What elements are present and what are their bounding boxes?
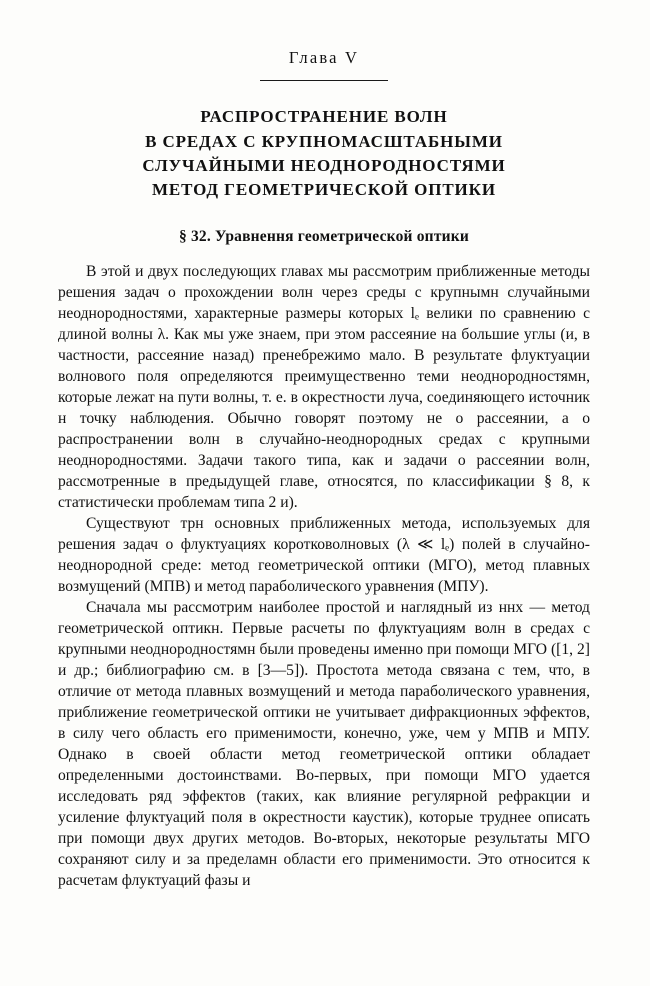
title-line-3: СЛУЧАЙНЫМИ НЕОДНОРОДНОСТЯМИ: [142, 155, 506, 175]
title-line-4: МЕТОД ГЕОМЕТРИЧЕСКОЙ ОПТИКИ: [151, 179, 497, 199]
chapter-divider-rule: [260, 80, 388, 81]
section-heading: § 32. Уравнення геометрической оптики: [178, 227, 470, 245]
title-line-1: РАСПРОСТРАНЕНИЕ ВОЛН: [200, 107, 448, 127]
chapter-header: [58, 48, 590, 81]
paragraph-2: Существуют трн основных приближенных метода, используемых для решения задач о флуктуациях коротковолновых (λ ≪ lₑ) полей в случайно-неоднородной среде: метод геометрической оптики (МГО), метод плавных возмущений (МПВ) и метод параболического уравнения (МПУ).: [58, 515, 590, 595]
chapter-label: Глава V: [288, 48, 360, 67]
body-text: [58, 262, 590, 892]
title-line-2: В СРЕДАХ С КРУПНОМАСШТАБНЫМИ: [145, 131, 503, 151]
paragraph-3: Сначала мы рассмотрим наиболее простой и наглядный из ннх — метод геометрической оптикн. Первые расчеты по флуктуациям волн в средах с крупными неоднородностямн были проведены именно при помощи МГО ([1, 2] и др.; библиографию см. в [3—5]). Простота метода связана с тем, что, в отличие от метода плавных возмущений и метода параболического уравнения, приближение геометрической оптики не учитывает дифракционных эффектов, в силу чего область его применимости, конечно, уже, чем у МПВ и МПУ. Однако в своей области метод геометрической оптики обладает определенными достоинствами. Во-первых, при помощи МГО удается исследовать ряд эффектов (таких, как влияние регулярной рефракции и усиление флуктуаций поля в окрестности каустик), которые труднее описать при помощи двух других методов. Во-вторых, некоторые результаты МГО сохраняют силу и за пределамн области его применимости. Это относится к расчетам флуктуаций фазы и: [58, 599, 590, 889]
paragraph-1: В этой и двух последующих главах мы рассмотрим приближенные методы решения задач о прохождении волн через среды с крупнымн случайными неоднородностями, характерные размеры которых lₑ велики по сравнению с длиной волны λ. Как мы уже знаем, при этом рассеяние на большие углы (и, в частности, рассеяние назад) пренебрежимо мало. В результате флуктуации волнового поля определяются преимущественно теми неоднородностямн, которые лежат на пути волны, т. е. в окрестности луча, соединяющего источник н точку наблюдения. Обычно говорят поэтому не о рассеянии, а о распространении волн в случайно-неоднородных средах с крупными неоднородностями. Задачи такого типа, как и задачи о рассеянии волн, рассмотренные в предыдущей главе, относятся, по классификации § 8, к статистически проблемам типа 2 и).: [58, 262, 590, 511]
page-title: [58, 105, 590, 202]
